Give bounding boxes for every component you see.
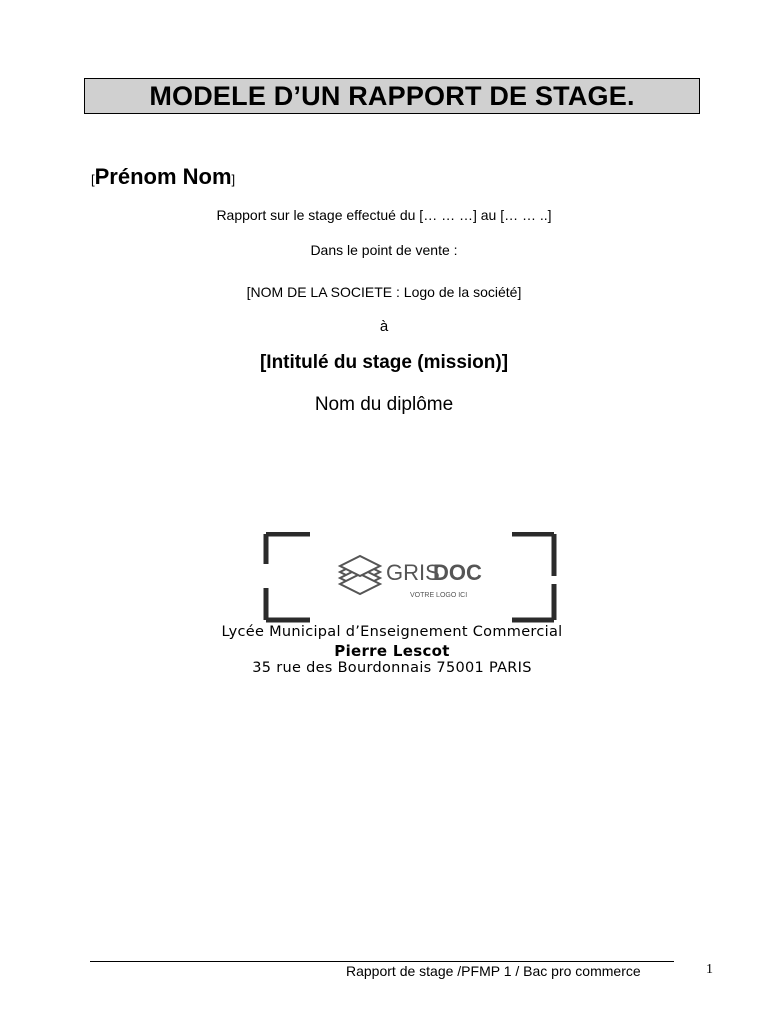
- open-bracket: [: [91, 172, 95, 187]
- logo-brand-light: GRIS: [386, 560, 440, 585]
- bracket-bottom-right: [512, 584, 554, 620]
- bracket-top-left: [266, 534, 310, 564]
- school-address: 35 rue des Bourdonnais 75001 PARIS: [252, 660, 532, 676]
- bracket-top-right: [512, 534, 554, 576]
- document-title-text: MODELE D’UN RAPPORT DE STAGE.: [149, 80, 635, 111]
- author-name: Prénom Nom: [94, 164, 232, 189]
- point-de-vente-text: Dans le point de vente :: [310, 242, 458, 258]
- diplome-text: Nom du diplôme: [314, 394, 454, 415]
- a-text: à: [379, 318, 389, 335]
- logo-graphic: [262, 532, 558, 624]
- school-person: Pierre Lescot: [334, 642, 450, 660]
- stage-period-text: Rapport sur le stage effectué du [… … …] au [… … ..]: [216, 207, 552, 223]
- stacked-layers-icon: [340, 556, 380, 594]
- logo-brand-bold: DOC: [433, 560, 482, 585]
- document-title: [84, 78, 700, 114]
- intitule-stage-text: [Intitulé du stage (mission)]: [259, 352, 509, 373]
- bracket-bottom-left: [266, 588, 310, 620]
- societe-text: [NOM DE LA SOCIETE : Logo de la société]: [246, 284, 522, 300]
- school-name: Lycée Municipal d’Enseignement Commercial: [221, 624, 563, 640]
- school-logo: [262, 532, 558, 624]
- footer-text: Rapport de stage /PFMP 1 / Bac pro commerce: [346, 963, 641, 979]
- author-name-line: [91, 164, 235, 190]
- page-number: 1: [706, 962, 713, 977]
- footer-divider: [90, 961, 674, 962]
- logo-tagline: VOTRE LOGO ICI: [410, 592, 468, 599]
- close-bracket: ]: [231, 172, 236, 187]
